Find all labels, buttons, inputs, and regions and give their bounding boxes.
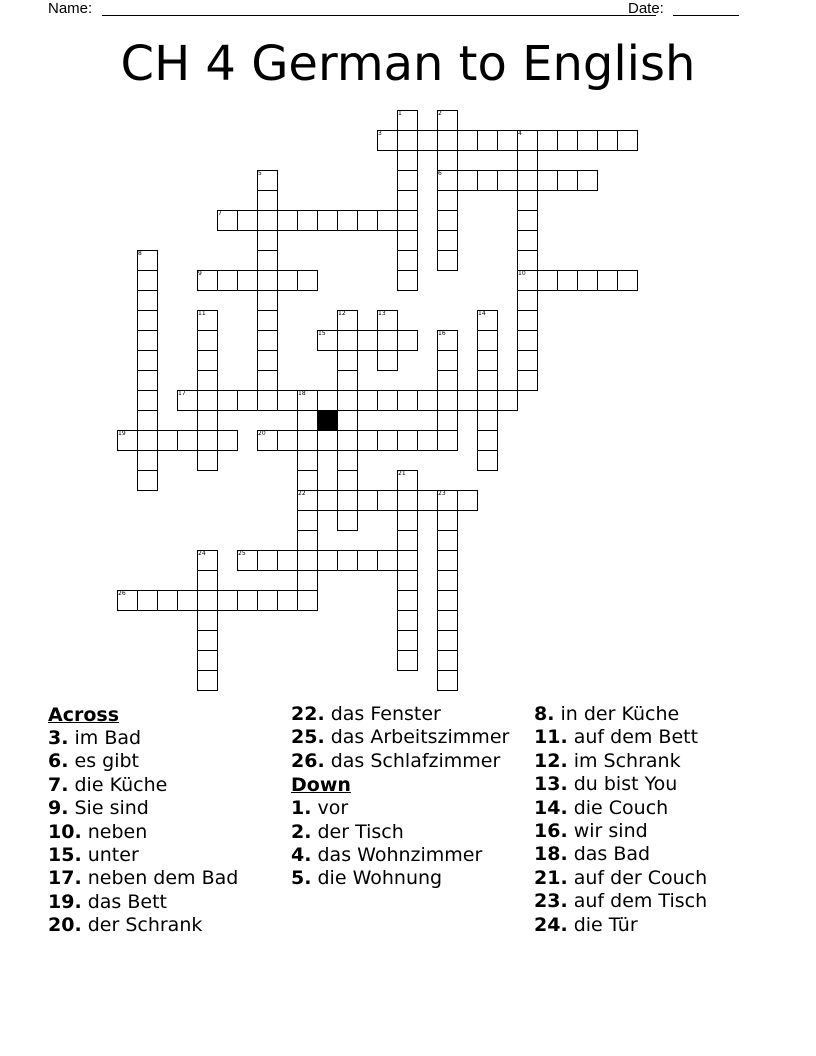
grid-cell[interactable] [317, 390, 338, 411]
grid-cell[interactable] [237, 270, 258, 291]
grid-cell[interactable] [137, 330, 158, 351]
grid-cell[interactable] [437, 230, 458, 251]
grid-cell[interactable] [537, 130, 558, 151]
clue-number: 18 [298, 390, 306, 397]
clue-across-10: 10. neben [48, 820, 148, 843]
grid-cell[interactable] [197, 350, 218, 371]
grid-cell[interactable] [137, 430, 158, 451]
grid-cell[interactable] [517, 150, 538, 171]
grid-cell[interactable] [437, 430, 458, 451]
grid-cell[interactable] [477, 390, 498, 411]
grid-cell[interactable] [377, 390, 398, 411]
grid-cell[interactable] [437, 630, 458, 651]
across-heading: Across [48, 704, 120, 726]
grid-cell[interactable] [137, 470, 158, 491]
grid-cell[interactable] [197, 390, 218, 411]
clue-down-21: 21. auf der Couch [534, 866, 708, 889]
grid-cell[interactable] [257, 270, 278, 291]
grid-cell[interactable] [437, 590, 458, 611]
clue-number: 23 [438, 490, 446, 497]
clue-number: 16 [438, 330, 446, 337]
grid-cell[interactable] [237, 590, 258, 611]
clue-across-7: 7. die Küche [48, 773, 168, 796]
clue-number: 2 [438, 110, 442, 117]
grid-cell[interactable] [517, 170, 538, 191]
grid-cell[interactable] [137, 270, 158, 291]
grid-cell[interactable] [357, 490, 378, 511]
grid-cell[interactable] [177, 430, 198, 451]
grid-cell[interactable] [277, 390, 298, 411]
grid-cell[interactable] [437, 410, 458, 431]
grid-cell[interactable] [297, 210, 318, 231]
grid-cell[interactable] [437, 190, 458, 211]
grid-cell[interactable] [357, 430, 378, 451]
grid-cell[interactable] [337, 510, 358, 531]
grid-cell[interactable] [137, 450, 158, 471]
clue-number: 24 [198, 550, 206, 557]
grid-cell[interactable] [457, 130, 478, 151]
grid-cell[interactable] [437, 150, 458, 171]
grid-cell[interactable] [397, 270, 418, 291]
grid-cell[interactable] [477, 410, 498, 431]
grid-cell[interactable] [137, 590, 158, 611]
grid-cell[interactable] [397, 510, 418, 531]
grid-cell[interactable] [537, 170, 558, 191]
grid-cell[interactable] [257, 190, 278, 211]
grid-cell[interactable] [437, 670, 458, 691]
grid-cell[interactable] [277, 590, 298, 611]
grid-cell[interactable] [217, 430, 238, 451]
grid-cell[interactable] [517, 230, 538, 251]
grid-cell[interactable] [317, 550, 338, 571]
grid-cell[interactable] [597, 270, 618, 291]
grid-cell[interactable] [377, 210, 398, 231]
grid-cell[interactable] [197, 430, 218, 451]
down-heading: Down [291, 774, 351, 797]
grid-cell[interactable] [477, 350, 498, 371]
clue-number: 25 [238, 550, 246, 557]
grid-cell[interactable] [397, 570, 418, 591]
grid-cell[interactable] [437, 550, 458, 571]
clue-number: 14 [478, 310, 486, 317]
page-title: CH 4 German to English [120, 36, 696, 92]
grid-cell[interactable] [517, 290, 538, 311]
grid-cell[interactable] [477, 130, 498, 151]
grid-cell[interactable] [257, 390, 278, 411]
grid-cell[interactable] [417, 130, 438, 151]
clue-down-18: 18. das Bad [534, 843, 651, 866]
grid-cell[interactable] [437, 250, 458, 271]
clue-down-23: 23. auf dem Tisch [534, 890, 708, 913]
grid-cell[interactable] [497, 130, 518, 151]
grid-cell[interactable] [357, 330, 378, 351]
grid-cell[interactable] [397, 430, 418, 451]
clue-number: 8 [138, 250, 142, 257]
clue-across-22: 22. das Fenster [291, 703, 441, 725]
clue-across-17: 17. neben dem Bad [48, 867, 239, 890]
clue-across-15: 15. unter [48, 844, 139, 867]
grid-cell[interactable] [397, 150, 418, 171]
grid-cell[interactable] [517, 210, 538, 231]
grid-cell[interactable] [537, 270, 558, 291]
grid-cell[interactable] [517, 350, 538, 371]
clue-down-16: 16. wir sind [534, 820, 648, 843]
grid-cell[interactable] [197, 370, 218, 391]
clue-number: 12 [338, 310, 346, 317]
grid-cell[interactable] [377, 550, 398, 571]
grid-cell[interactable] [397, 330, 418, 351]
grid-cell[interactable] [437, 370, 458, 391]
grid-cell[interactable] [417, 430, 438, 451]
grid-cell[interactable] [297, 470, 318, 491]
grid-cell[interactable] [197, 590, 218, 611]
grid-cell[interactable] [257, 350, 278, 371]
grid-cell[interactable] [317, 210, 338, 231]
clue-across-26: 26. das Schlafzimmer [291, 749, 501, 772]
grid-cell[interactable] [157, 430, 178, 451]
grid-cell[interactable] [397, 490, 418, 511]
grid-cell[interactable] [597, 130, 618, 151]
grid-cell[interactable] [217, 590, 238, 611]
grid-cell[interactable] [237, 210, 258, 231]
clue-number: 6 [438, 170, 442, 177]
name-label: Name: [48, 0, 93, 17]
grid-cell[interactable] [197, 630, 218, 651]
grid-cell[interactable] [297, 530, 318, 551]
grid-cell[interactable] [297, 550, 318, 571]
grid-cell[interactable] [137, 290, 158, 311]
grid-cell[interactable] [437, 570, 458, 591]
clue-column-3 [534, 703, 794, 937]
grid-cell[interactable] [157, 590, 178, 611]
grid-cell[interactable] [477, 330, 498, 351]
clue-number: 17 [178, 390, 186, 397]
grid-cell[interactable] [137, 390, 158, 411]
grid-cell[interactable] [397, 390, 418, 411]
grid-cell[interactable] [337, 330, 358, 351]
clue-number: 11 [198, 310, 206, 317]
grid-cell[interactable] [257, 550, 278, 571]
grid-cell[interactable] [577, 130, 598, 151]
grid-cell[interactable] [377, 330, 398, 351]
clue-down-24: 24. die Tür [534, 913, 638, 936]
date-label: Date: [628, 0, 664, 17]
grid-cell[interactable] [197, 450, 218, 471]
grid-cell[interactable] [337, 370, 358, 391]
grid-cell[interactable] [297, 270, 318, 291]
grid-cell[interactable] [477, 450, 498, 471]
grid-cell[interactable] [497, 170, 518, 191]
grid-cell[interactable] [397, 530, 418, 551]
grid-cell[interactable] [177, 590, 198, 611]
grid-cell[interactable] [417, 390, 438, 411]
grid-cell[interactable] [497, 390, 518, 411]
grid-cell[interactable] [357, 210, 378, 231]
grid-cell[interactable] [297, 430, 318, 451]
clue-down-1: 1. vor [291, 797, 349, 820]
clue-number: 15 [318, 330, 326, 337]
clue-number: 7 [218, 210, 222, 217]
grid-cell[interactable] [517, 330, 538, 351]
grid-cell[interactable] [297, 570, 318, 591]
grid-cell[interactable] [337, 550, 358, 571]
grid-cell[interactable] [257, 590, 278, 611]
clue-down-5: 5. die Wohnung [291, 867, 443, 890]
grid-cell[interactable] [137, 410, 158, 431]
clue-number: 5 [258, 170, 262, 177]
grid-cell[interactable] [397, 630, 418, 651]
grid-cell[interactable] [397, 210, 418, 231]
clue-across-3: 3. im Bad [48, 727, 142, 749]
grid-cell[interactable] [377, 430, 398, 451]
grid-cell[interactable] [437, 650, 458, 671]
clue-column-1 [48, 703, 283, 938]
grid-cell[interactable] [257, 210, 278, 231]
grid-cell[interactable] [417, 490, 438, 511]
clue-number: 1 [398, 110, 402, 117]
clue-number: 3 [378, 130, 382, 137]
grid-cell[interactable] [297, 510, 318, 531]
grid-cell[interactable] [257, 310, 278, 331]
grid-cell[interactable] [277, 430, 298, 451]
grid-cell[interactable] [217, 390, 238, 411]
grid-cell[interactable] [437, 130, 458, 151]
grid-cell[interactable] [137, 370, 158, 391]
grid-cell[interactable] [477, 430, 498, 451]
grid-cell[interactable] [397, 130, 418, 151]
clue-number: 9 [198, 270, 202, 277]
grid-cell[interactable] [437, 530, 458, 551]
grid-cell[interactable] [517, 370, 538, 391]
grid-cell[interactable] [277, 270, 298, 291]
clue-across-19: 19. das Bett [48, 890, 167, 913]
grid-cell[interactable] [477, 370, 498, 391]
grid-cell[interactable] [337, 390, 358, 411]
clue-number: 19 [118, 430, 126, 437]
grid-cell[interactable] [397, 190, 418, 211]
grid-cell[interactable] [457, 490, 478, 511]
clue-number: 22 [298, 490, 306, 497]
grid-cell[interactable] [457, 170, 478, 191]
clue-column-2 [291, 703, 526, 891]
clue-number: 26 [118, 590, 126, 597]
grid-cell[interactable] [137, 350, 158, 371]
grid-cell[interactable] [397, 250, 418, 271]
black-square [317, 410, 338, 431]
grid-cell[interactable] [257, 290, 278, 311]
grid-cell[interactable] [437, 510, 458, 531]
clue-down-11: 11. auf dem Bett [534, 726, 699, 749]
grid-cell[interactable] [197, 650, 218, 671]
grid-cell[interactable] [197, 410, 218, 431]
grid-cell[interactable] [397, 610, 418, 631]
clue-across-9: 9. Sie sind [48, 797, 149, 820]
grid-cell[interactable] [297, 410, 318, 431]
grid-cell[interactable] [377, 350, 398, 371]
grid-cell[interactable] [437, 350, 458, 371]
clue-across-20: 20. der Schrank [48, 914, 203, 937]
grid-cell[interactable] [277, 210, 298, 231]
grid-cell[interactable] [337, 490, 358, 511]
grid-cell[interactable] [337, 410, 358, 431]
clue-down-14: 14. die Couch [534, 796, 669, 819]
clue-down-12: 12. im Schrank [534, 749, 681, 772]
grid-cell[interactable] [617, 270, 638, 291]
grid-cell[interactable] [257, 250, 278, 271]
grid-cell[interactable] [397, 170, 418, 191]
grid-cell[interactable] [517, 310, 538, 331]
grid-cell[interactable] [257, 230, 278, 251]
grid-cell[interactable] [397, 590, 418, 611]
grid-cell[interactable] [397, 650, 418, 671]
grid-cell[interactable] [557, 270, 578, 291]
grid-cell[interactable] [437, 610, 458, 631]
grid-cell[interactable] [197, 330, 218, 351]
grid-cell[interactable] [197, 610, 218, 631]
grid-cell[interactable] [617, 130, 638, 151]
grid-cell[interactable] [357, 550, 378, 571]
grid-cell[interactable] [197, 570, 218, 591]
grid-cell[interactable] [377, 490, 398, 511]
grid-cell[interactable] [357, 390, 378, 411]
grid-cell[interactable] [337, 470, 358, 491]
grid-cell[interactable] [577, 170, 598, 191]
grid-cell[interactable] [517, 190, 538, 211]
grid-cell[interactable] [317, 430, 338, 451]
clue-down-13: 13. du bist You [534, 773, 678, 796]
grid-cell[interactable] [277, 550, 298, 571]
grid-cell[interactable] [237, 390, 258, 411]
clue-number: 20 [258, 430, 266, 437]
clue-number: 4 [518, 130, 522, 137]
clue-across-25: 25. das Arbeitszimmer [291, 726, 510, 749]
grid-cell[interactable] [257, 370, 278, 391]
grid-cell[interactable] [197, 670, 218, 691]
grid-cell[interactable] [557, 130, 578, 151]
grid-cell[interactable] [457, 390, 478, 411]
grid-cell[interactable] [337, 210, 358, 231]
clue-down-8: 8. in der Küche [534, 703, 680, 725]
clue-number: 13 [378, 310, 386, 317]
grid-cell[interactable] [337, 450, 358, 471]
grid-cell[interactable] [317, 490, 338, 511]
grid-cell[interactable] [397, 550, 418, 571]
clue-number: 10 [518, 270, 526, 277]
grid-cell[interactable] [257, 330, 278, 351]
clue-down-4: 4. das Wohnzimmer [291, 844, 483, 867]
grid-cell[interactable] [577, 270, 598, 291]
clue-down-2: 2. der Tisch [291, 820, 404, 843]
grid-cell[interactable] [297, 590, 318, 611]
grid-cell[interactable] [137, 310, 158, 331]
grid-cell[interactable] [397, 230, 418, 251]
grid-cell[interactable] [337, 350, 358, 371]
clue-across-6: 6. es gibt [48, 750, 139, 773]
grid-cell[interactable] [437, 210, 458, 231]
grid-cell[interactable] [437, 390, 458, 411]
grid-cell[interactable] [337, 430, 358, 451]
grid-cell[interactable] [477, 170, 498, 191]
grid-cell[interactable] [557, 170, 578, 191]
grid-cell[interactable] [517, 250, 538, 271]
clue-number: 21 [398, 470, 406, 477]
grid-cell[interactable] [217, 270, 238, 291]
grid-cell[interactable] [297, 450, 318, 471]
